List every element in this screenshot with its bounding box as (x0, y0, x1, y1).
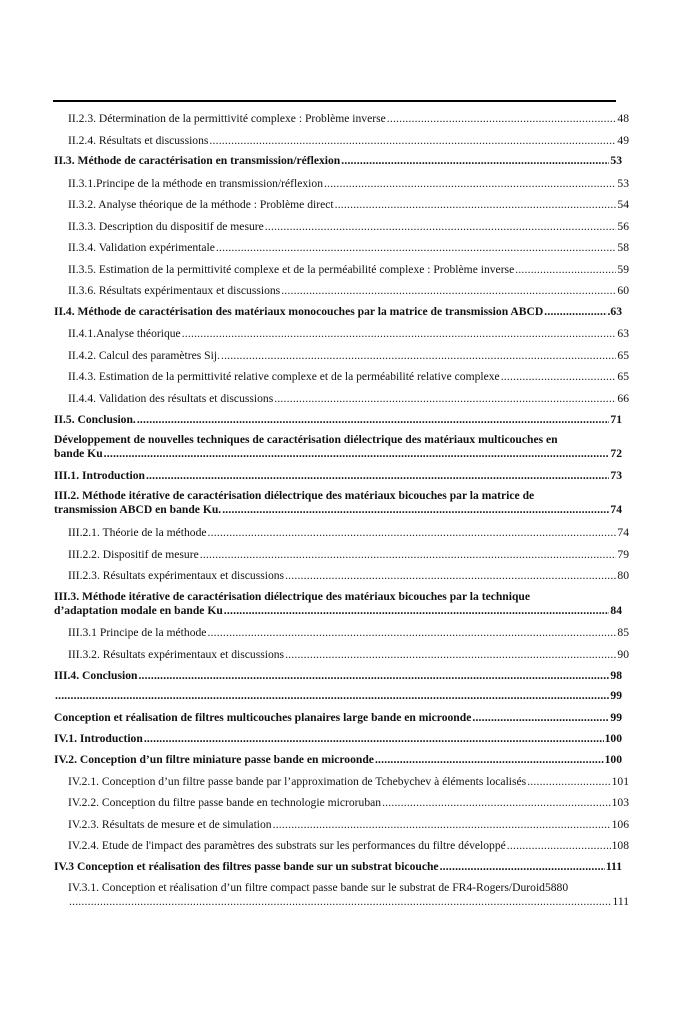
toc-entry[interactable] (68, 241, 629, 255)
toc-entry[interactable] (68, 775, 629, 789)
toc-leader-dots (341, 154, 609, 168)
toc-entry-title: II.3.6. Résultats expérimentaux et discussions (68, 284, 281, 297)
toc-entry-page: 73 (610, 469, 622, 482)
toc-entry-page: 65 (617, 370, 629, 383)
toc-entry[interactable] (54, 469, 622, 483)
toc-entry-page: 99 (610, 711, 622, 724)
toc-leader-dots (335, 198, 617, 212)
toc-entry-title-line1: Développement de nouvelles techniques de caractérisation diélectrique des matériaux multicouches en (54, 433, 558, 446)
toc-leader-dots (55, 689, 609, 703)
toc-leader-dots (472, 711, 609, 725)
toc-leader-dots (208, 526, 617, 540)
toc-leader-dots (182, 327, 617, 341)
toc-entry-title: II.3.2. Analyse théorique de la méthode : Problème direct (68, 198, 334, 211)
toc-entry-title: IV.2.4. Etude de l'impact des paramètres des substrats sur les performances du filtre développé (68, 839, 506, 852)
toc-entry-title: III.3.1 Principe de la méthode (68, 626, 207, 639)
toc-entry[interactable] (68, 392, 629, 406)
toc-entry-title: IV.2. Conception d’un filtre miniature passe bande en microonde (54, 753, 374, 766)
toc-entry-page: 74 (617, 526, 629, 539)
toc-entry-title: Conception et réalisation de filtres multicouches planaires large bande en microonde (54, 711, 472, 724)
toc-leader-dots (273, 818, 611, 832)
toc-entry-page: 108 (611, 839, 629, 852)
toc-entry-page: 65 (617, 349, 629, 362)
toc-entry-page: 60 (617, 284, 629, 297)
toc-leader-dots (69, 895, 611, 909)
toc-entry-title: II.2.3. Détermination de la permittivité complexe : Problème inverse (68, 112, 386, 125)
toc-entry-page: 63 (617, 327, 629, 340)
toc-entry-title: III.1. Introduction (54, 469, 145, 482)
toc-leader-dots (216, 241, 616, 255)
toc-entry-title: II.4.3. Estimation de la permittivité relative complexe et de la perméabilité relative complexe (68, 370, 500, 383)
toc-entry[interactable] (54, 305, 622, 319)
toc-entry-page: 72 (610, 447, 622, 460)
toc-entry-multiline[interactable] (54, 433, 622, 461)
toc-entry-page: 53 (617, 177, 629, 190)
toc-leader-dots (207, 626, 616, 640)
toc-leader-dots (507, 839, 611, 853)
toc-leader-dots (274, 392, 616, 406)
toc-entry-page: .63 (607, 305, 622, 318)
toc-leader-dots (222, 503, 609, 517)
toc-entry-multiline[interactable] (54, 489, 622, 517)
toc-leader-dots (527, 775, 610, 789)
toc-entry[interactable] (54, 413, 622, 427)
toc-entry-page: 80 (617, 569, 629, 582)
toc-leader-dots (387, 112, 617, 126)
toc-leader-dots (137, 413, 610, 427)
toc-leader-dots (200, 548, 617, 562)
toc-entry[interactable] (68, 370, 629, 384)
toc-entry-title-line2: bande Ku (54, 447, 103, 460)
toc-leader-dots (265, 220, 617, 234)
toc-entry-multiline[interactable] (68, 881, 629, 909)
toc-entry[interactable] (68, 112, 629, 126)
toc-entry-title-line1: IV.3.1. Conception et réalisation d’un filtre compact passe bande sur le substrat de FR4-Rogers/Duroid5880 (68, 881, 569, 894)
toc-leader-dots (104, 447, 610, 461)
toc-entry[interactable] (68, 648, 629, 662)
toc-entry[interactable] (54, 732, 622, 746)
toc-entry-title: III.2.2. Dispositif de mesure (68, 548, 199, 561)
toc-entry-title: III.4. Conclusion (54, 669, 138, 682)
toc-leader-dots (285, 648, 616, 662)
toc-entry-title: IV.3 Conception et réalisation des filtres passe bande sur un substrat bicouche (54, 860, 439, 873)
toc-entry-page: 71 (610, 413, 622, 426)
toc-entry-page: 111 (605, 860, 622, 873)
toc-entry[interactable] (68, 284, 629, 298)
toc-entry-page: 101 (611, 775, 629, 788)
toc-entry[interactable] (54, 154, 622, 168)
toc-entry-title: II.3. Méthode de caractérisation en transmission/réflexion (54, 154, 341, 167)
toc-entry-page: 49 (617, 134, 629, 147)
toc-entry-page: 53 (610, 154, 622, 167)
toc-entry-title: III.2.1. Théorie de la méthode (68, 526, 207, 539)
toc-leader-dots (440, 860, 605, 874)
toc-entry-multiline[interactable] (54, 590, 622, 618)
toc-leader-dots (515, 263, 616, 277)
toc-entry-page: 103 (611, 796, 629, 809)
toc-leader-dots (382, 796, 611, 810)
toc-entry[interactable] (68, 134, 629, 148)
toc-entry[interactable] (54, 711, 622, 725)
toc-entry[interactable] (68, 626, 629, 640)
toc-entry-page: 48 (617, 112, 629, 125)
toc-leader-dots (209, 134, 616, 148)
toc-entry-title: IV.2.3. Résultats de mesure et de simulation (68, 818, 272, 831)
toc-entry-page: 85 (617, 626, 629, 639)
toc-entry-page: 111 (612, 895, 629, 908)
toc-entry-page: 74 (610, 503, 622, 516)
toc-entry-page: 99 (610, 689, 622, 702)
toc-entry-title: II.2.4. Résultats et discussions (68, 134, 209, 147)
toc-entry[interactable] (54, 669, 622, 683)
toc-entry[interactable] (68, 263, 629, 277)
toc-entry-title: III.3.2. Résultats expérimentaux et discussions (68, 648, 285, 661)
toc-entry-title: IV.1. Introduction (54, 732, 143, 745)
toc-entry-title: II.3.5. Estimation de la permittivité complexe et de la perméabilité complexe : Problème inverse (68, 263, 515, 276)
toc-entry-title: II.3.3. Description du dispositif de mesure (68, 220, 264, 233)
toc-entry-title: IV.2.1. Conception d’un filtre passe bande par l’approximation de Tchebychev à éléments localisés (68, 775, 527, 788)
toc-entry[interactable] (68, 220, 629, 234)
toc-entry[interactable] (68, 177, 629, 191)
toc-entry[interactable] (68, 548, 629, 562)
toc-entry-page: 56 (617, 220, 629, 233)
toc-entry-title-line1: III.3. Méthode itérative de caractérisation diélectrique des matériaux bicouches par la technique (54, 590, 531, 603)
toc-entry-title-line2: d’adaptation modale en bande Ku (54, 604, 223, 617)
toc-entry-title: II.4.2. Calcul des paramètres Sij. (68, 349, 220, 362)
toc-entry-title-line1: III.2. Méthode itérative de caractérisation diélectrique des matériaux bicouches par la matrice de (54, 489, 535, 502)
toc-entry-title: II.4.1.Analyse théorique (68, 327, 181, 340)
toc-entry-title: II.3.1.Principe de la méthode en transmission/réflexion (68, 177, 323, 190)
toc-entry-page: 106 (611, 818, 629, 831)
toc-entry-title: II.4. Méthode de caractérisation des matériaux monocouches par la matrice de transmission ABCD (54, 305, 544, 318)
toc-entry-page: 58 (617, 241, 629, 254)
toc-leader-dots (221, 349, 616, 363)
toc-entry-title: II.5. Conclusion. (54, 413, 136, 426)
toc-leader-dots (285, 569, 616, 583)
toc-entry-page: 90 (617, 648, 629, 661)
toc-entry-page: 66 (617, 392, 629, 405)
toc-entry[interactable] (68, 818, 629, 832)
toc-entry[interactable] (68, 327, 629, 341)
toc-leader-dots (281, 284, 616, 298)
toc-leader-dots (544, 305, 606, 319)
toc-leader-dots (224, 604, 610, 618)
toc-entry[interactable] (68, 526, 629, 540)
toc-entry[interactable] (54, 689, 622, 703)
toc-entry-page: 79 (617, 548, 629, 561)
toc-entry[interactable] (68, 569, 629, 583)
toc-entry-page: 54 (617, 198, 629, 211)
toc-entry-title: IV.2.2. Conception du filtre passe bande en technologie microruban (68, 796, 382, 809)
toc-entry-title: III.2.3. Résultats expérimentaux et discussions (68, 569, 285, 582)
toc-entry-page: 100 (604, 732, 622, 745)
toc-entry[interactable] (68, 839, 629, 853)
toc-leader-dots (138, 669, 609, 683)
toc-entry-title: II.3.4. Validation expérimentale (68, 241, 215, 254)
toc-entry[interactable] (68, 349, 629, 363)
toc-entry-title: II.4.4. Validation des résultats et discussions (68, 392, 274, 405)
toc-entry-title-line2: transmission ABCD en bande Ku. (54, 503, 222, 516)
toc-entry[interactable] (54, 753, 622, 767)
toc-leader-dots (375, 753, 604, 767)
toc-entry-page: 59 (617, 263, 629, 276)
toc-leader-dots (146, 469, 609, 483)
toc-entry-page: 98 (610, 669, 622, 682)
toc-leader-dots (324, 177, 616, 191)
toc-entry[interactable] (68, 796, 629, 810)
toc-leader-dots (144, 732, 604, 746)
header-rule (53, 100, 616, 102)
toc-entry-page: 84 (610, 604, 622, 617)
toc-entry[interactable] (54, 860, 622, 874)
toc-entry[interactable] (68, 198, 629, 212)
toc-leader-dots (501, 370, 617, 384)
toc-entry-page: 100 (604, 753, 622, 766)
